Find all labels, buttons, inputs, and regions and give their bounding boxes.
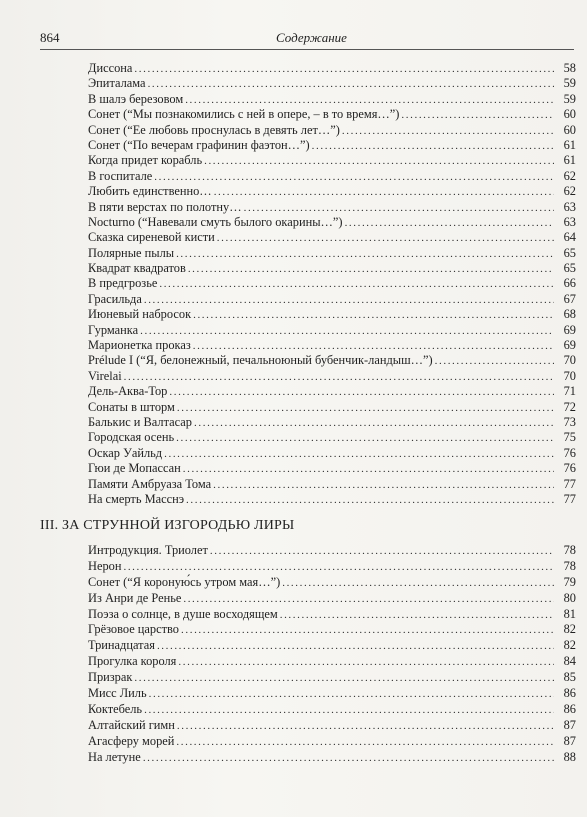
toc-entry (88, 338, 576, 353)
toc-entry-page: 70 (563, 353, 576, 368)
toc-entry-title: Из Анри де Ренье (88, 590, 182, 605)
toc-entry-page: 72 (563, 399, 576, 414)
toc-entry-title: Мисс Лиль (88, 686, 147, 701)
toc-entry-title: Июневый набросок (88, 307, 192, 322)
toc-entry-page: 81 (563, 606, 576, 621)
dot-leader (214, 185, 554, 200)
toc-entry (88, 575, 576, 591)
dot-leader (213, 478, 554, 493)
toc-entry (88, 622, 576, 638)
toc-entry-page: 60 (563, 107, 576, 122)
dot-leader (143, 751, 554, 767)
dot-leader (217, 231, 554, 246)
toc-entry (88, 750, 576, 766)
toc-entry-title: Полярные пылы (88, 245, 175, 260)
toc-entry-title: В шалэ березовом (88, 91, 184, 106)
header-rule (40, 49, 574, 50)
toc-entry (88, 292, 576, 307)
page-header (40, 30, 574, 50)
toc-entry-page: 79 (563, 574, 576, 589)
toc-entry-title: Эпиталама (88, 76, 146, 91)
toc-entry-title: На смерть Масснэ (88, 491, 185, 506)
toc-entry (88, 184, 576, 199)
toc-entry-page: 75 (563, 430, 576, 445)
toc-entry (88, 200, 576, 215)
toc-entry-page: 77 (563, 476, 576, 491)
toc-entry-page: 63 (563, 199, 576, 214)
dot-leader (280, 608, 554, 624)
toc-entry-page: 71 (563, 384, 576, 399)
toc-entry-title: Сонаты в шторм (88, 399, 175, 414)
toc-entry-title: Городская осень (88, 430, 175, 445)
toc-entry-title: Агасферу морей (88, 733, 175, 748)
toc-entry-page: 59 (563, 76, 576, 91)
toc-entry (88, 670, 576, 686)
toc-entry-title: На летуне (88, 749, 141, 764)
toc-entry-title: Балькис и Валтасар (88, 414, 193, 429)
toc-entry-title: Памяти Амбруаза Тома (88, 476, 212, 491)
dot-leader (134, 671, 554, 687)
toc-entry (88, 415, 576, 430)
toc-entry-title: В пяти верстах по полотну… (88, 199, 242, 214)
toc-entry-page: 66 (563, 276, 576, 291)
toc-entry-title: Сонет (“Мы познакомились с ней в опере, – в то время…”) (88, 107, 400, 122)
toc-entry (88, 138, 576, 153)
toc-entry (88, 307, 576, 322)
dot-leader (149, 687, 554, 703)
toc-entry-page: 86 (563, 686, 576, 701)
toc-entry-page: 87 (563, 717, 576, 732)
dot-leader (148, 77, 554, 92)
toc-entry (88, 543, 576, 559)
toc-entry-page: 78 (563, 558, 576, 573)
dot-leader (194, 416, 554, 431)
toc-entry-title: Сонет (“Я короную́сь утром мая…”) (88, 574, 281, 589)
running-head: Содержание (276, 30, 347, 45)
toc-entry-page: 59 (563, 91, 576, 106)
toc-entry-page: 58 (563, 61, 576, 75)
toc-entry-title: Любить единственно… (88, 184, 212, 199)
toc-entry-page: 86 (563, 701, 576, 716)
toc-entry-title: Оскар Уайльд (88, 445, 163, 460)
toc-entry (88, 215, 576, 230)
toc-entry (88, 702, 576, 718)
toc-entry-page: 80 (563, 590, 576, 605)
toc-entry-page: 69 (563, 338, 576, 353)
dot-leader (185, 93, 554, 108)
toc-entry-page: 61 (563, 137, 576, 152)
dot-leader (345, 216, 554, 231)
toc-entry-page: 67 (563, 291, 576, 306)
toc-entry (88, 76, 576, 91)
toc-entry-page: 62 (563, 184, 576, 199)
toc-entry (88, 369, 576, 384)
dot-leader (244, 201, 554, 216)
dot-leader (312, 139, 554, 154)
section-heading: III. ЗА СТРУННОЙ ИЗГОРОДЬЮ ЛИРЫ (40, 518, 295, 533)
toc-entry-title: Коктебель (88, 701, 143, 716)
toc-entry (88, 246, 576, 261)
dot-leader (183, 592, 554, 608)
toc-entry-title: Нерон (88, 558, 122, 573)
toc-entry (88, 430, 576, 445)
toc-entry-title: В госпитале (88, 168, 153, 183)
toc-entry-title: Прогулка короля (88, 654, 177, 669)
dot-leader (342, 124, 554, 139)
toc-entry (88, 492, 576, 507)
toc-entry-title: Диссона (88, 61, 133, 75)
toc-entry-page: 70 (563, 368, 576, 383)
toc-entry (88, 169, 576, 184)
dot-leader (157, 639, 554, 655)
toc-entry (88, 559, 576, 575)
dot-leader (401, 108, 554, 123)
toc-entry (88, 607, 576, 623)
dot-leader (176, 431, 554, 446)
toc-entry-page: 77 (563, 491, 576, 506)
toc-entry-title: Гурманка (88, 322, 139, 337)
dot-leader (435, 354, 554, 369)
toc-entry-title: Алтайский гимн (88, 717, 175, 732)
toc-entry (88, 353, 576, 368)
toc-entry-title: Prélude I (“Я, белонежный, печальноюный бубенчик-ландыш…”) (88, 353, 433, 368)
toc-entry (88, 123, 576, 138)
dot-leader (210, 544, 554, 560)
toc-entry-page: 82 (563, 638, 576, 653)
toc-entry-page: 64 (563, 230, 576, 245)
toc-entry (88, 230, 576, 245)
dot-leader (181, 623, 554, 639)
dot-leader (204, 154, 554, 169)
dot-leader (282, 576, 554, 592)
toc-entry-page: 76 (563, 461, 576, 476)
toc-entry-title: Nocturno (“Навевали смуть былого окарины…”) (88, 214, 343, 229)
toc-entry-page: 65 (563, 261, 576, 276)
toc-entry-page: 68 (563, 307, 576, 322)
toc-entry (88, 654, 576, 670)
toc-entry (88, 686, 576, 702)
toc-entry-title: Марионетка проказ (88, 338, 191, 353)
toc-entry-page: 88 (563, 749, 576, 764)
toc-entry-page: 62 (563, 168, 576, 183)
toc-entry-title: Тринадцатая (88, 638, 155, 653)
dot-leader (164, 447, 554, 462)
dot-leader (169, 385, 554, 400)
toc-entry (88, 384, 576, 399)
toc-entry-page: 73 (563, 414, 576, 429)
toc-entry-title: Поэза о солнце, в душе восходящем (88, 606, 278, 621)
toc-entry (88, 400, 576, 415)
toc-entry-page: 87 (563, 733, 576, 748)
dot-leader (183, 462, 554, 477)
toc-entry-page: 82 (563, 622, 576, 637)
toc-entry (88, 261, 576, 276)
toc-entry-title: Призрак (88, 670, 133, 685)
toc-entry (88, 477, 576, 492)
dot-leader (140, 324, 554, 339)
dot-leader (176, 735, 554, 751)
toc-entry-title: Сказка сиреневой кисти (88, 230, 215, 245)
toc-entry (88, 718, 576, 734)
dot-leader (176, 247, 554, 262)
toc-entry-title: Грасильда (88, 291, 142, 306)
toc-entry (88, 734, 576, 750)
toc-entry-title: В предгрозье (88, 276, 158, 291)
page-number: 864 (40, 30, 60, 45)
toc-entry-title: Когда придет корабль (88, 153, 203, 168)
dot-leader (144, 293, 554, 308)
dot-leader (144, 703, 554, 719)
toc-entry-page: 76 (563, 445, 576, 460)
toc-entry (88, 276, 576, 291)
toc-entry (88, 61, 576, 76)
toc-entry-page: 65 (563, 245, 576, 260)
dot-leader (124, 370, 554, 385)
toc-entry (88, 107, 576, 122)
dot-leader (193, 308, 554, 323)
toc-entry-page: 78 (563, 543, 576, 557)
toc-entry (88, 323, 576, 338)
toc-entry (88, 153, 576, 168)
dot-leader (159, 277, 554, 292)
toc-entry (88, 461, 576, 476)
toc-entry-title: Дель-Аква-Тор (88, 384, 168, 399)
dot-leader (193, 339, 554, 354)
dot-leader (188, 262, 554, 277)
toc-list-section-3 (88, 543, 576, 765)
dot-leader (123, 560, 554, 576)
dot-leader (177, 401, 554, 416)
toc-entry (88, 591, 576, 607)
toc-entry (88, 446, 576, 461)
toc-entry-page: 61 (563, 153, 576, 168)
toc-entry-title: Сонет (“По вечерам графинин фаэтон…”) (88, 137, 310, 152)
toc-entry-page: 60 (563, 122, 576, 137)
toc-list (88, 61, 576, 507)
toc-entry-page: 69 (563, 322, 576, 337)
dot-leader (178, 655, 554, 671)
toc-entry-page: 84 (563, 654, 576, 669)
toc-entry-title: Интродукция. Триолет (88, 543, 208, 557)
toc-entry-title: Гюи де Мопассан (88, 461, 181, 476)
dot-leader (134, 62, 554, 77)
dot-leader (177, 719, 554, 735)
toc-entry-page: 85 (563, 670, 576, 685)
dot-leader (154, 170, 554, 185)
toc-entry (88, 638, 576, 654)
toc-entry-title: Virelai (88, 368, 122, 383)
toc-entry-title: Квадрат квадратов (88, 261, 186, 276)
toc-entry-title: Сонет (“Ее любовь проснулась в девять лет…”) (88, 122, 340, 137)
toc-entry-title: Грёзовое царство (88, 622, 180, 637)
dot-leader (186, 493, 554, 508)
toc-entry (88, 92, 576, 107)
toc-entry-page: 63 (563, 214, 576, 229)
